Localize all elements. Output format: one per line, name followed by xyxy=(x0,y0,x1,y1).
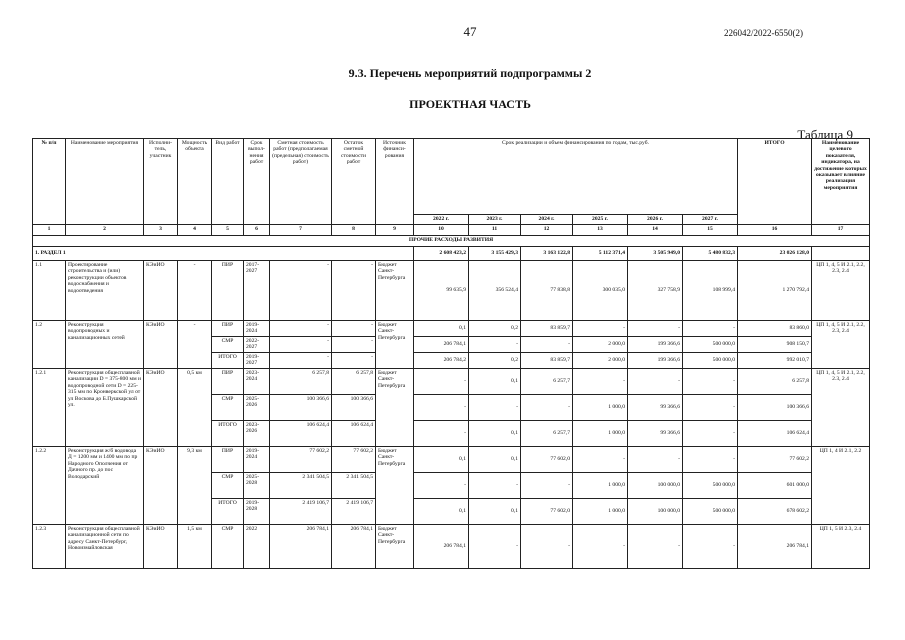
year-value: 99 366,6 xyxy=(628,421,683,447)
work-type: СМР xyxy=(212,337,244,353)
header-remainder: Остаток сметной стоимости работ xyxy=(332,139,376,225)
funding-source: Бюджет Санкт-Петербурга xyxy=(376,447,414,525)
estimate-value: - xyxy=(270,353,332,369)
year-value: 83 859,7 xyxy=(521,321,573,337)
remainder-value: 77 602,2 xyxy=(332,447,376,473)
year-value: - xyxy=(683,447,738,473)
work-type: ПИР xyxy=(212,447,244,473)
section-year-value: 3 163 122,8 xyxy=(521,247,573,261)
funding-source: Бюджет Санкт-Петербурга xyxy=(376,261,414,321)
year-value: 0,1 xyxy=(414,447,469,473)
work-term: 2025-2028 xyxy=(244,473,270,499)
column-number: 13 xyxy=(573,225,628,236)
year-value: 99 635,9 xyxy=(414,261,469,321)
year-value: 0,1 xyxy=(469,369,521,395)
item-name: Реконструкция ж/б водовода Д = 1200 мм и 1400 мм по пр Народного Ополчения от Дачного пр. до пос Володарский xyxy=(66,447,144,525)
year-value: 327 758,9 xyxy=(628,261,683,321)
year-value: - xyxy=(414,369,469,395)
item-name: Реконструкция общесплавной канализационной сети по адресу Санкт-Петербург, Новоизмайловская xyxy=(66,525,144,569)
header-year: 2024 г. xyxy=(521,215,573,225)
year-value: 500 000,0 xyxy=(683,337,738,353)
funding-source: Бюджет Санкт-Петербурга xyxy=(376,369,414,447)
remainder-value: - xyxy=(332,353,376,369)
item-executor: КЭиИО xyxy=(144,321,178,369)
remainder-value: - xyxy=(332,261,376,321)
row-total: 206 784,1 xyxy=(738,525,812,569)
column-number: 10 xyxy=(414,225,469,236)
year-value: 1 000,0 xyxy=(573,395,628,421)
work-type: СМР xyxy=(212,473,244,499)
column-number: 6 xyxy=(244,225,270,236)
year-value: 206 784,2 xyxy=(414,353,469,369)
work-term: 2019-2027 xyxy=(244,353,270,369)
year-value: - xyxy=(683,525,738,569)
column-numbers-row xyxy=(33,225,870,236)
header-term: Срок выпол-нения работ xyxy=(244,139,270,225)
column-number: 2 xyxy=(66,225,144,236)
table-row xyxy=(33,321,870,337)
year-value: 100 000,0 xyxy=(628,499,683,525)
row-total: 1 270 792,4 xyxy=(738,261,812,321)
year-value: - xyxy=(628,369,683,395)
header-year: 2023 г. xyxy=(469,215,521,225)
target-indicator: ЦП 1, 4, 5 И 2.1, 2.2, 2.3, 2.4 xyxy=(812,369,870,447)
work-term: 2022-2027 xyxy=(244,337,270,353)
estimate-value: 77 602,2 xyxy=(270,447,332,473)
row-total: 992 010,7 xyxy=(738,353,812,369)
item-name: Реконструкция водопроводных и канализационных сетей xyxy=(66,321,144,369)
work-term: 2019-2024 xyxy=(244,321,270,337)
header-name: Наименование мероприятия xyxy=(66,139,144,225)
work-term: 2023-2026 xyxy=(244,421,270,447)
header-executor: Исполни-тель, участник xyxy=(144,139,178,225)
subprogram-title: 9.3. Перечень мероприятий подпрограммы 2 xyxy=(348,66,592,80)
year-value: 500 000,0 xyxy=(683,353,738,369)
column-number: 3 xyxy=(144,225,178,236)
year-value: - xyxy=(469,473,521,499)
year-value: 500 000,0 xyxy=(683,473,738,499)
year-value: 300 035,0 xyxy=(573,261,628,321)
remainder-value: - xyxy=(332,321,376,337)
header-period: Срок реализации и объем финансирования по годам, тыс.руб. xyxy=(414,139,738,215)
column-number: 17 xyxy=(812,225,870,236)
item-capacity: - xyxy=(178,261,212,321)
item-name: Реконструкция общесплавной канализации D = 375-800 мм и водопроводной сети D = 225-315 мм по Кронверкской ул от ул Воскова до Б.Пушкарской ул. xyxy=(66,369,144,447)
year-value: - xyxy=(573,321,628,337)
year-value: 108 999,4 xyxy=(683,261,738,321)
year-value: 0,2 xyxy=(469,353,521,369)
year-value: - xyxy=(414,421,469,447)
year-value: 77 602,0 xyxy=(521,499,573,525)
section-label: 1. РАЗДЕЛ 1 xyxy=(33,247,414,261)
header-indicator: Наименование целевого показателя, индикатора, на достижение которых оказывает влияние реализация мероприятия xyxy=(812,139,870,225)
band-row xyxy=(33,236,870,247)
year-value: - xyxy=(628,321,683,337)
item-executor: КЭиИО xyxy=(144,261,178,321)
year-value: 6 257,7 xyxy=(521,421,573,447)
column-number: 5 xyxy=(212,225,244,236)
year-value: - xyxy=(521,473,573,499)
year-value: 0,1 xyxy=(469,499,521,525)
column-number: 4 xyxy=(178,225,212,236)
header-estimate: Сметная стоимость работ (предполагаемая (предельная) стоимость работ) xyxy=(270,139,332,225)
item-name: Проектирование строительства и (или) реконструкции объектов водоснабжения и водоотведения xyxy=(66,261,144,321)
item-executor: КЭиИО xyxy=(144,369,178,447)
row-total: 601 000,0 xyxy=(738,473,812,499)
header-capacity: Мощность объекта xyxy=(178,139,212,225)
work-term: 2019-2024 xyxy=(244,447,270,473)
funding-source: Бюджет Санкт-Петербурга xyxy=(376,525,414,569)
work-type: ПИР xyxy=(212,261,244,321)
year-value: 6 257,7 xyxy=(521,369,573,395)
year-value: - xyxy=(469,395,521,421)
year-value: - xyxy=(414,395,469,421)
remainder-value: 2 419 106,7 xyxy=(332,499,376,525)
year-value: - xyxy=(628,447,683,473)
remainder-value: 2 341 504,5 xyxy=(332,473,376,499)
item-number: 1.2.1 xyxy=(33,369,66,447)
measures-table xyxy=(32,138,870,569)
year-value: - xyxy=(683,395,738,421)
header-year: 2025 г. xyxy=(573,215,628,225)
year-value: 83 859,7 xyxy=(521,353,573,369)
header-year: 2027 г. xyxy=(683,215,738,225)
work-type: ПИР xyxy=(212,321,244,337)
header-total: ИТОГО xyxy=(738,139,812,225)
target-indicator: ЦП 1, 5 И 2.3, 2.4 xyxy=(812,525,870,569)
year-value: 0,1 xyxy=(469,421,521,447)
year-value: 77 602,0 xyxy=(521,447,573,473)
table-row xyxy=(33,369,870,395)
row-total: 100 366,6 xyxy=(738,395,812,421)
section-title: ПРОЕКТНАЯ ЧАСТЬ xyxy=(409,97,531,111)
target-indicator: ЦП 1, 4, 5 И 2.1, 2.2, 2.3, 2.4 xyxy=(812,321,870,369)
column-number: 9 xyxy=(376,225,414,236)
header-num: № п/п xyxy=(33,139,66,225)
section-year-value: 2 608 423,2 xyxy=(414,247,469,261)
year-value: - xyxy=(469,525,521,569)
estimate-value: 106 624,4 xyxy=(270,421,332,447)
year-value: - xyxy=(683,421,738,447)
measures-table-wrapper xyxy=(32,138,869,569)
row-total: 908 150,7 xyxy=(738,337,812,353)
item-number: 1.2 xyxy=(33,321,66,369)
header-year: 2022 г. xyxy=(414,215,469,225)
work-type: ПИР xyxy=(212,369,244,395)
work-term: 2022 xyxy=(244,525,270,569)
remainder-value: 206 784,1 xyxy=(332,525,376,569)
item-number: 1.2.3 xyxy=(33,525,66,569)
document-id: 226042/2022-6550(2) xyxy=(724,28,803,38)
column-number: 7 xyxy=(270,225,332,236)
funding-source: Бюджет Санкт-Петербурга xyxy=(376,321,414,369)
work-term: 2023-2024 xyxy=(244,369,270,395)
estimate-value: 2 419 106,7 xyxy=(270,499,332,525)
year-value: - xyxy=(573,447,628,473)
year-value: 100 000,0 xyxy=(628,473,683,499)
table-row xyxy=(33,447,870,473)
year-value: 1 000,0 xyxy=(573,499,628,525)
year-value: 500 000,0 xyxy=(683,499,738,525)
year-value: 0,1 xyxy=(414,321,469,337)
target-indicator: ЦП 1, 4 И 2.1, 2.2 xyxy=(812,447,870,525)
estimate-value: - xyxy=(270,321,332,337)
year-value: 356 524,4 xyxy=(469,261,521,321)
section-year-value: 3 155 429,3 xyxy=(469,247,521,261)
band-label: ПРОЧИЕ РАСХОДЫ РАЗВИТИЯ xyxy=(33,236,870,247)
work-type: ИТОГО xyxy=(212,353,244,369)
year-value: 199 366,6 xyxy=(628,353,683,369)
year-value: - xyxy=(683,369,738,395)
section-year-value: 3 505 949,0 xyxy=(628,247,683,261)
estimate-value: - xyxy=(270,261,332,321)
row-total: 678 602,2 xyxy=(738,499,812,525)
estimate-value: 206 784,1 xyxy=(270,525,332,569)
row-total: 77 602,2 xyxy=(738,447,812,473)
work-type: СМР xyxy=(212,395,244,421)
year-value: 1 000,0 xyxy=(573,421,628,447)
year-value: 77 838,8 xyxy=(521,261,573,321)
remainder-value: 106 624,4 xyxy=(332,421,376,447)
remainder-value: 100 366,6 xyxy=(332,395,376,421)
item-capacity: 1,5 км xyxy=(178,525,212,569)
work-type: ИТОГО xyxy=(212,499,244,525)
column-number: 11 xyxy=(469,225,521,236)
estimate-value: 2 341 504,5 xyxy=(270,473,332,499)
row-total: 106 624,4 xyxy=(738,421,812,447)
year-value: 199 366,6 xyxy=(628,337,683,353)
year-value: 206 784,1 xyxy=(414,525,469,569)
work-term: 2019-2028 xyxy=(244,499,270,525)
item-number: 1.1 xyxy=(33,261,66,321)
item-capacity: 9,3 км xyxy=(178,447,212,525)
year-value: 1 000,0 xyxy=(573,473,628,499)
table-row xyxy=(33,261,870,321)
work-term: 2017-2027 xyxy=(244,261,270,321)
work-type: ИТОГО xyxy=(212,421,244,447)
year-value: - xyxy=(573,525,628,569)
year-value: 206 784,1 xyxy=(414,337,469,353)
year-value: 0,1 xyxy=(469,447,521,473)
item-capacity: 0,5 км xyxy=(178,369,212,447)
year-value: - xyxy=(521,395,573,421)
item-executor: КЭиИО xyxy=(144,447,178,525)
column-number: 15 xyxy=(683,225,738,236)
section-row xyxy=(33,247,870,261)
row-total: 83 860,0 xyxy=(738,321,812,337)
remainder-value: 6 257,8 xyxy=(332,369,376,395)
item-executor: КЭиИО xyxy=(144,525,178,569)
work-term: 2025-2026 xyxy=(244,395,270,421)
year-value: 0,1 xyxy=(414,499,469,525)
column-number: 12 xyxy=(521,225,573,236)
header-work-type: Вид работ xyxy=(212,139,244,225)
year-value: - xyxy=(521,337,573,353)
estimate-value: 6 257,8 xyxy=(270,369,332,395)
estimate-value: 100 366,6 xyxy=(270,395,332,421)
remainder-value: - xyxy=(332,337,376,353)
year-value: 2 000,0 xyxy=(573,337,628,353)
column-number: 14 xyxy=(628,225,683,236)
year-value: - xyxy=(683,321,738,337)
target-indicator: ЦП 1, 4, 5 И 2.1, 2.2, 2.3, 2.4 xyxy=(812,261,870,321)
header-source: Источник финанси-рования xyxy=(376,139,414,225)
year-value: - xyxy=(521,525,573,569)
year-value: 0,2 xyxy=(469,321,521,337)
table-row xyxy=(33,525,870,569)
section-indicator-empty xyxy=(812,247,870,261)
year-value: 2 000,0 xyxy=(573,353,628,369)
year-value: - xyxy=(414,473,469,499)
work-type: СМР xyxy=(212,525,244,569)
section-year-value: 5 112 371,4 xyxy=(573,247,628,261)
year-value: - xyxy=(628,525,683,569)
section-total: 23 026 128,0 xyxy=(738,247,812,261)
row-total: 6 257,8 xyxy=(738,369,812,395)
section-year-value: 5 480 832,3 xyxy=(683,247,738,261)
page-number: 47 xyxy=(463,24,477,39)
column-number: 8 xyxy=(332,225,376,236)
estimate-value: - xyxy=(270,337,332,353)
column-number: 1 xyxy=(33,225,66,236)
header-year: 2026 г. xyxy=(628,215,683,225)
year-value: - xyxy=(573,369,628,395)
column-number: 16 xyxy=(738,225,812,236)
table-label: Таблица 9 xyxy=(797,127,853,142)
year-value: - xyxy=(469,337,521,353)
year-value: 99 366,6 xyxy=(628,395,683,421)
item-number: 1.2.2 xyxy=(33,447,66,525)
item-capacity: - xyxy=(178,321,212,369)
